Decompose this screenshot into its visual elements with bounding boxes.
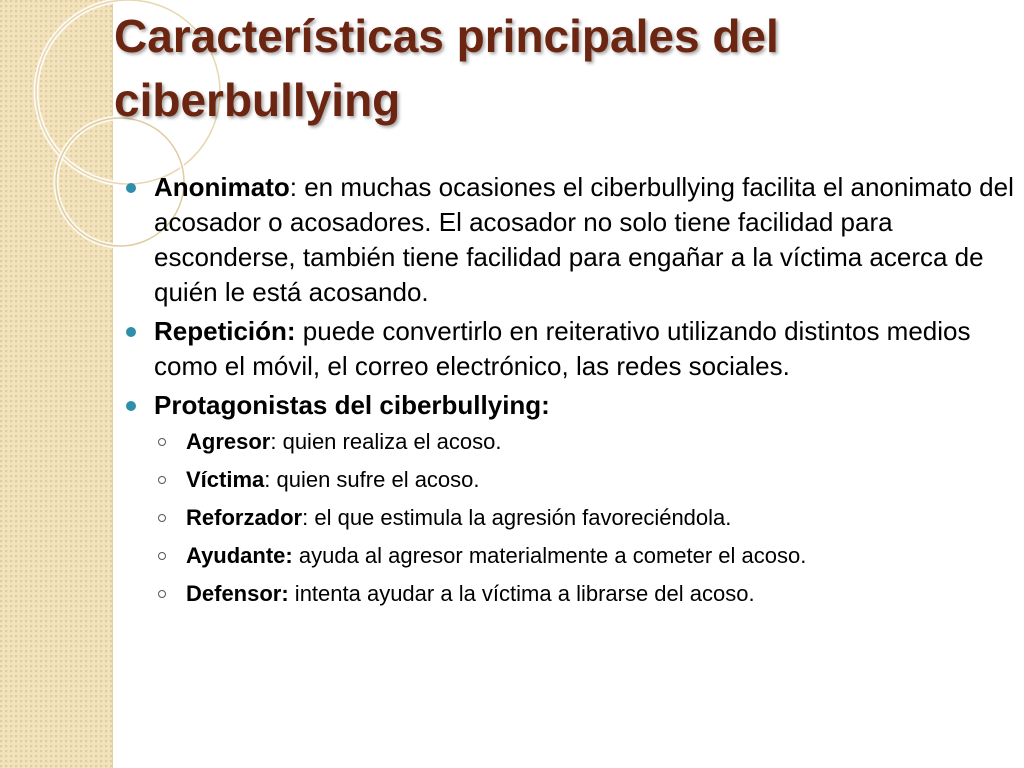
bullet-item xyxy=(124,388,1014,609)
sub-bullet-term: Víctima xyxy=(186,467,265,492)
ring-bullet-icon xyxy=(158,552,166,560)
sub-bullet-item xyxy=(154,427,1014,457)
sub-bullet-term: Defensor: xyxy=(186,581,289,606)
sub-bullet-text: ayuda al agresor materialmente a cometer el acoso. xyxy=(292,543,807,568)
sub-bullet-item xyxy=(154,503,1014,533)
sub-bullet-term: Ayudante: xyxy=(186,543,293,568)
ring-bullet-icon xyxy=(158,438,166,446)
sub-bullet-item xyxy=(154,465,1014,495)
ring-bullet-icon xyxy=(158,514,166,522)
sub-bullet-item xyxy=(154,579,1014,609)
sub-bullet-text: : quien sufre el acoso. xyxy=(264,467,480,492)
sub-bullet-text: : quien realiza el acoso. xyxy=(270,429,502,454)
bullet-term: Anonimato xyxy=(154,172,290,202)
sub-bullet-term: Agresor xyxy=(186,429,271,454)
bullet-term: Protagonistas del ciberbullying: xyxy=(154,390,550,420)
bullet-text: : en muchas ocasiones el ciberbullying facilita el anonimato del acosador o acosadores. El acosador no solo tiene facilidad para esconderse, también tiene facilidad para engañar a la víctima acerca de quién le está acosando. xyxy=(154,172,1014,307)
bullet-item xyxy=(124,170,1014,310)
bullet-item xyxy=(124,314,1014,384)
bullet-dot-icon xyxy=(126,401,136,411)
ring-bullet-icon xyxy=(158,590,166,598)
sub-bullet-text: intenta ayudar a la víctima a librarse del acoso. xyxy=(288,581,755,606)
bullet-term: Repetición: xyxy=(154,316,296,346)
slide-title: Características principales del ciberbullying xyxy=(114,10,779,126)
ring-bullet-icon xyxy=(158,476,166,484)
sub-bullet-text: : el que estimula la agresión favoreciéndola. xyxy=(302,505,732,530)
sub-bullet-item xyxy=(154,541,1014,571)
bullet-text: puede convertirlo en reiterativo utilizando distintos medios como el móvil, el correo electrónico, las redes sociales. xyxy=(154,316,971,381)
decorative-sidebar xyxy=(0,0,113,768)
bullet-dot-icon xyxy=(126,327,136,337)
bullet-list xyxy=(124,170,1014,617)
sub-bullet-list xyxy=(154,427,1014,609)
sub-bullet-term: Reforzador xyxy=(186,505,303,530)
bullet-dot-icon xyxy=(126,183,136,193)
